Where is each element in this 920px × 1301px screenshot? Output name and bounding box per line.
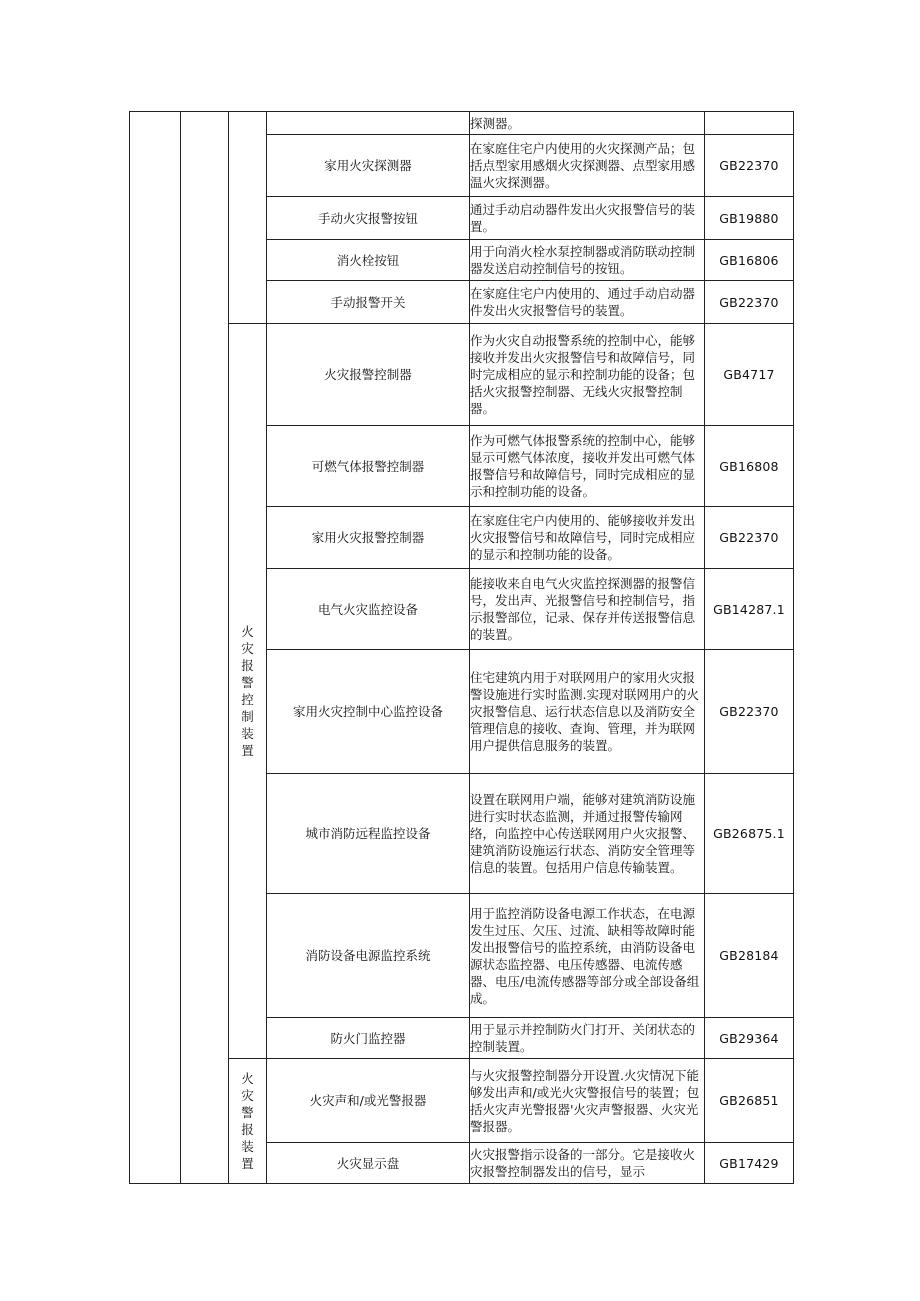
blank-column-1 [130, 112, 181, 1184]
device-name: 消防设备电源监控系统 [267, 894, 470, 1018]
standard-code: GB28184 [705, 894, 794, 1018]
device-name: 家用火灾探测器 [267, 135, 470, 197]
standard-code: GB19880 [705, 197, 794, 240]
standard-code: GB22370 [705, 650, 794, 774]
device-description: 住宅建筑内用于对联网用户的家用火灾报警设施进行实时监测.实现对联网用户的火灾报警信息、运行状态信息以及消防安全管理信息的接收、查询、管理，并为联网用户提供信息服务的装置。 [470, 650, 705, 774]
device-name: 手动报警开关 [267, 281, 470, 324]
device-name: 火灾显示盘 [267, 1143, 470, 1184]
table-row [130, 324, 794, 426]
device-name: 家用火灾控制中心监控设备 [267, 650, 470, 774]
device-description: 通过手动启动器件发出火灾报警信号的装置。 [470, 197, 705, 240]
device-description: 在家庭住宅户内使用的、能够接收并发出火灾报警信号和故障信号，同时完成相应的显示和控制功能的设备。 [470, 507, 705, 569]
device-name: 家用火灾报警控制器 [267, 507, 470, 569]
category-alarm-device [229, 1059, 267, 1184]
standard-code: GB17429 [705, 1143, 794, 1184]
device-description: 在家庭住宅户内使用的火灾探测产品；包括点型家用感烟火灾探测器、点型家用感温火灾探测器。 [470, 135, 705, 197]
device-description: 作为可燃气体报警系统的控制中心，能够显示可燃气体浓度，接收并发出可燃气体报警信号和故障信号，同时完成相应的显示和控制功能的设备。 [470, 426, 705, 507]
device-description: 在家庭住宅户内使用的、通过手动启动器件发出火灾报警信号的装置。 [470, 281, 705, 324]
device-name: 防火门监控器 [267, 1018, 470, 1059]
device-name: 城市消防远程监控设备 [267, 774, 470, 894]
device-name: 电气火灾监控设备 [267, 569, 470, 650]
device-name: 可燃气体报警控制器 [267, 426, 470, 507]
device-name: 消火栓按钮 [267, 240, 470, 281]
category-label: 火灾警报装置 [241, 1071, 254, 1171]
device-description: 能接收来自电气火灾监控探测器的报警信号，发出声、光报警信号和控制信号，指示报警部位，记录、保存并传送报警信息的装置。 [470, 569, 705, 650]
category-control-device [229, 324, 267, 1059]
blank-column-2 [181, 112, 229, 1184]
device-name [267, 112, 470, 135]
device-description: 设置在联网用户端，能够对建筑消防设施进行实时状态监测，并通过报警传输网络，向监控中心传送联网用户火灾报警、建筑消防设施运行状态、消防安全管理等信息的装置。包括用户信息传输装置。 [470, 774, 705, 894]
standard-code: GB26851 [705, 1059, 794, 1143]
category-label: 火灾报警控制装置 [241, 624, 254, 758]
standard-code: GB4717 [705, 324, 794, 426]
standard-code: GB22370 [705, 507, 794, 569]
device-description: 用于显示并控制防火门打开、关闭状态的控制装置。 [470, 1018, 705, 1059]
device-description: 用于监控消防设备电源工作状态，在电源发生过压、欠压、过流、缺相等故障时能发出报警信号的监控系统，由消防设备电源状态监控器、电压传感器、电流传感器、电压/电流传感器等部分或全部设备组成。 [470, 894, 705, 1018]
standard-code: GB29364 [705, 1018, 794, 1059]
device-name: 手动火灾报警按钮 [267, 197, 470, 240]
blank-category-cell [229, 112, 267, 324]
standard-code: GB14287.1 [705, 569, 794, 650]
device-description: 用于向消火栓水泵控制器或消防联动控制器发送启动控制信号的按钮。 [470, 240, 705, 281]
standard-code: GB22370 [705, 281, 794, 324]
device-description: 火灾报警指示设备的一部分。它是接收火灾报警控制器发出的信号，显示 [470, 1143, 705, 1184]
device-name: 火灾报警控制器 [267, 324, 470, 426]
table-row [130, 112, 794, 135]
standard-code: GB16806 [705, 240, 794, 281]
standard-code: GB22370 [705, 135, 794, 197]
standard-code: GB16808 [705, 426, 794, 507]
equipment-standards-table [129, 111, 794, 1184]
standard-code [705, 112, 794, 135]
device-description: 作为火灾自动报警系统的控制中心，能够接收并发出火灾报警信号和故障信号，同时完成相应的显示和控制功能的设备；包括火灾报警控制器、无线火灾报警控制器。 [470, 324, 705, 426]
device-description: 探测器。 [470, 112, 705, 135]
standard-code: GB26875.1 [705, 774, 794, 894]
table-row [130, 1059, 794, 1143]
device-name: 火灾声和/或光警报器 [267, 1059, 470, 1143]
device-description: 与火灾报警控制器分开设置.火灾情况下能够发出声和/或光火灾警报信号的装置；包括火灾声光警报器'火灾声警报器、火灾光警报器。 [470, 1059, 705, 1143]
